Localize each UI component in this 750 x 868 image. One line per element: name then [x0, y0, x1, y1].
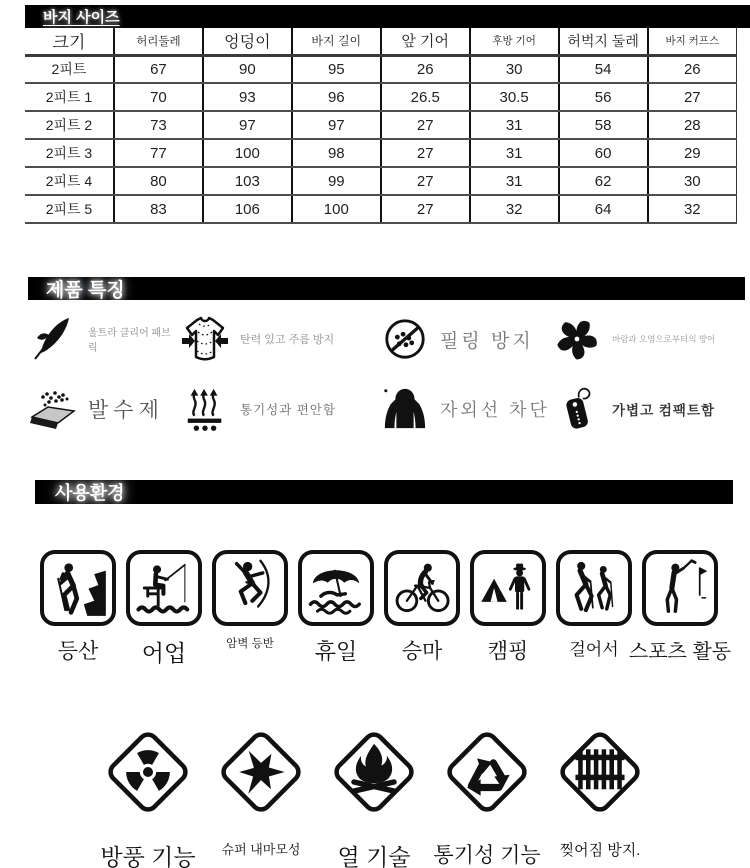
windproof-icon — [98, 722, 198, 827]
usage-section-header — [35, 480, 733, 504]
size-table-header-row — [25, 28, 737, 55]
cell: 97 — [203, 111, 292, 139]
feature-item — [28, 306, 180, 372]
tshirt-stretch-icon — [180, 315, 230, 363]
features-section-title: 제품 특징 — [46, 280, 125, 301]
feature-item — [380, 376, 552, 442]
cell: 70 — [114, 83, 203, 111]
activity-label: 스포츠 활동 — [628, 641, 732, 663]
cell: 96 — [292, 83, 381, 111]
badge-item — [322, 722, 426, 868]
table-row — [25, 195, 737, 223]
table-row — [25, 167, 737, 195]
cell: 77 — [114, 139, 203, 167]
row-label: 2피트 1 — [25, 83, 114, 111]
size-section-title: 바지 사이즈 — [43, 9, 120, 26]
col-header-waist: 허리둘레 — [114, 28, 203, 55]
hiking-icon — [40, 550, 116, 626]
feature-label: 울트라 클리어 패브릭 — [88, 328, 171, 354]
golf-icon — [642, 550, 718, 626]
cell: 27 — [381, 111, 470, 139]
cell: 103 — [203, 167, 292, 195]
feature-item — [180, 306, 380, 372]
feature-label: 자외선 차단 — [440, 400, 550, 420]
col-header-length: 바지 길이 — [292, 28, 381, 55]
abrasion-icon — [211, 722, 311, 827]
feather-icon — [28, 315, 78, 363]
feature-label: 바람과 오염으로부터의 방어 — [612, 334, 716, 344]
cell: 30 — [470, 55, 559, 83]
cell: 80 — [114, 167, 203, 195]
uv-protection-icon — [380, 386, 430, 432]
cell: 99 — [292, 167, 381, 195]
table-row — [25, 111, 737, 139]
col-header-thigh: 허벅지 둘레 — [559, 28, 648, 55]
col-header-hip: 엉덩이 — [203, 28, 292, 55]
camping-icon — [470, 550, 546, 626]
cell: 98 — [292, 139, 381, 167]
activity-item — [212, 550, 288, 668]
tear-proof-icon — [550, 722, 650, 827]
holiday-icon — [298, 550, 374, 626]
cell: 29 — [648, 139, 737, 167]
badge-label: 찢어짐 방지. — [559, 842, 641, 859]
cell: 30 — [648, 167, 737, 195]
activity-item — [628, 550, 732, 668]
feature-label: 필링 방지 — [440, 330, 534, 352]
features-section-header — [28, 277, 745, 300]
anti-pilling-icon — [380, 316, 430, 362]
cell: 83 — [114, 195, 203, 223]
cell: 27 — [648, 83, 737, 111]
cell: 60 — [559, 139, 648, 167]
activity-item — [556, 550, 632, 668]
cell: 67 — [114, 55, 203, 83]
cell: 95 — [292, 55, 381, 83]
activity-label: 승마 — [401, 640, 443, 663]
table-row — [25, 83, 737, 111]
feature-item — [380, 306, 552, 372]
cell: 100 — [203, 139, 292, 167]
rock-climbing-icon — [212, 550, 288, 626]
usage-section-title: 사용환경 — [55, 483, 125, 503]
feature-item — [28, 376, 180, 442]
col-header-size: 크기 — [25, 28, 114, 55]
walking-icon — [556, 550, 632, 626]
cell: 31 — [470, 139, 559, 167]
cell: 62 — [559, 167, 648, 195]
badge-label: 통기성 기능 — [433, 844, 541, 867]
activity-item — [384, 550, 460, 668]
badge-item — [209, 722, 313, 868]
feature-label: 탄력 있고 주름 방지 — [240, 334, 335, 346]
badge-item — [435, 722, 539, 868]
fishing-icon — [126, 550, 202, 626]
activity-item — [126, 550, 202, 668]
col-header-front-rise: 앞 기어 — [381, 28, 470, 55]
cell: 31 — [470, 111, 559, 139]
cell: 27 — [381, 195, 470, 223]
size-table — [25, 28, 737, 224]
activity-label: 걸어서 — [569, 640, 619, 659]
feature-item — [180, 376, 380, 442]
cell: 28 — [648, 111, 737, 139]
tag-icon — [552, 385, 602, 433]
size-section-header — [25, 5, 750, 28]
cell: 93 — [203, 83, 292, 111]
cell: 100 — [292, 195, 381, 223]
cell: 26.5 — [381, 83, 470, 111]
activity-label: 등산 — [57, 640, 99, 663]
breathable-icon — [437, 722, 537, 827]
cell: 26 — [381, 55, 470, 83]
feature-label: 발수제 — [88, 399, 164, 422]
cell: 58 — [559, 111, 648, 139]
badge-label: 열 기술 — [337, 844, 411, 868]
cell: 97 — [292, 111, 381, 139]
row-label: 2피트 3 — [25, 139, 114, 167]
cell: 32 — [648, 195, 737, 223]
cell: 106 — [203, 195, 292, 223]
badge-item — [96, 722, 200, 868]
row-label: 2피트 4 — [25, 167, 114, 195]
fan-icon — [552, 316, 602, 362]
activity-label: 캠핑 — [487, 640, 529, 663]
feature-item — [552, 376, 742, 442]
water-repellent-icon — [28, 385, 78, 433]
cell: 73 — [114, 111, 203, 139]
table-row — [25, 139, 737, 167]
col-header-cuff: 바지 커프스 — [648, 28, 737, 55]
row-label: 2피트 5 — [25, 195, 114, 223]
table-row — [25, 55, 737, 83]
feature-item — [552, 306, 742, 372]
cell: 27 — [381, 167, 470, 195]
page — [0, 5, 750, 868]
cell: 32 — [470, 195, 559, 223]
feature-label: 가볍고 컴팩트함 — [612, 403, 716, 418]
cell: 56 — [559, 83, 648, 111]
heat-icon — [324, 722, 424, 827]
activities-row — [40, 550, 750, 668]
feature-label: 통기성과 편안함 — [240, 403, 336, 417]
activity-item — [470, 550, 546, 668]
badge-label: 슈퍼 내마모성 — [221, 842, 301, 857]
cell: 30.5 — [470, 83, 559, 111]
cell: 27 — [381, 139, 470, 167]
cell: 31 — [470, 167, 559, 195]
row-label: 2피트 — [25, 55, 114, 83]
cell: 64 — [559, 195, 648, 223]
cycling-icon — [384, 550, 460, 626]
breathability-icon — [180, 385, 230, 433]
badge-item — [548, 722, 652, 868]
activity-item — [40, 550, 116, 668]
cell: 26 — [648, 55, 737, 83]
cell: 54 — [559, 55, 648, 83]
row-label: 2피트 2 — [25, 111, 114, 139]
activity-item — [298, 550, 374, 668]
activity-label: 휴일 — [314, 639, 358, 664]
badge-label: 방풍 기능 — [100, 844, 196, 868]
features-grid — [28, 306, 745, 442]
col-header-back-rise: 후방 기어 — [470, 28, 559, 55]
activity-label: 어업 — [141, 640, 187, 666]
cell: 90 — [203, 55, 292, 83]
badges-row — [96, 722, 750, 868]
activity-label: 암벽 등반 — [226, 638, 274, 650]
